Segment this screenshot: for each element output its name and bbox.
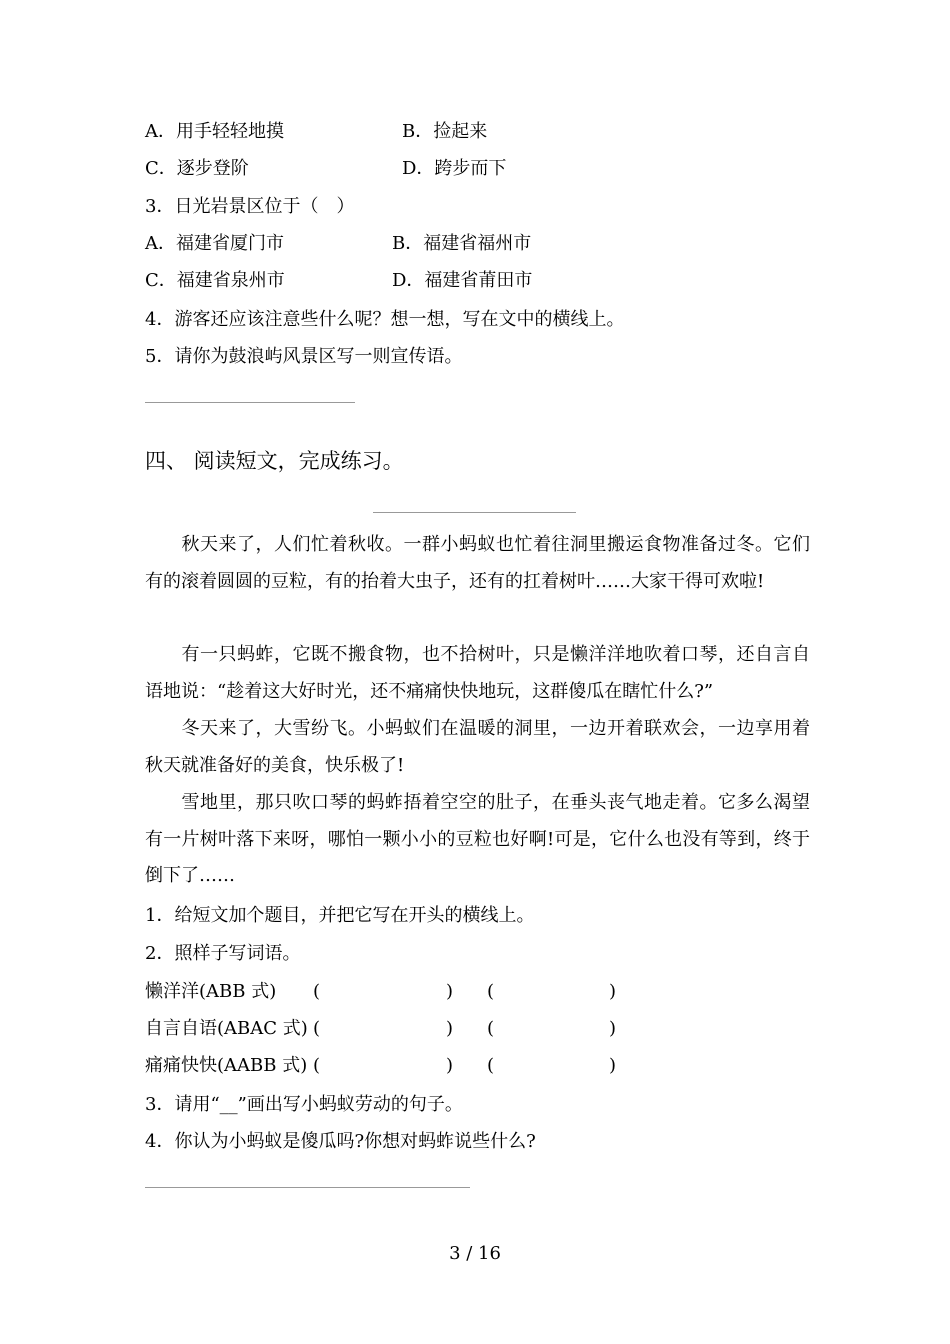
q3-option-c: C．福建省泉州市	[145, 270, 285, 291]
story-paragraph-3-text: 冬天来了，大雪纷飞。小蚂蚁们在温暖的洞里，一边开着联欢会，一边享用着秋天就准备好的美食，快乐极了!	[145, 718, 810, 776]
story-paragraph-3	[145, 711, 810, 784]
blank-open: (	[487, 1055, 495, 1076]
q5-question: 5．请你为鼓浪屿风景区写一则宣传语。	[145, 346, 463, 367]
q4-question: 4．游客还应该注意些什么呢？想一想，写在文中的横线上。	[145, 309, 625, 330]
q2-option-b: B．捡起来	[402, 121, 488, 142]
page-number: 3 / 16	[449, 1243, 501, 1264]
story-paragraph-4	[145, 785, 810, 895]
blank-close: )	[609, 981, 617, 1002]
word-row-label: 懒洋洋(ABB 式)	[145, 981, 277, 1002]
section-4-q4: 4．你认为小蚂蚁是傻瓜吗?你想对蚂蚱说些什么?	[145, 1131, 536, 1152]
answer-line-q5	[145, 402, 355, 403]
blank-close: )	[446, 981, 454, 1002]
story-paragraph-2-text: 有一只蚂蚱，它既不搬食物，也不拾树叶，只是懒洋洋地吹着口琴，还自言自语地说：“趁着这大好时光，还不痛痛快快地玩，这群傻瓜在瞎忙什么?”	[145, 644, 810, 702]
story-paragraph-1-text: 秋天来了，人们忙着秋收。一群小蚂蚁也忙着往洞里搬运食物准备过冬。它们有的滚着圆圆的豆粒，有的抬着大虫子，还有的扛着树叶……大家干得可欢啦!	[145, 534, 810, 592]
story-paragraph-2	[145, 637, 810, 710]
blank-open: (	[313, 1018, 321, 1039]
q3-question: 3．日光岩景区位于（ ）	[145, 196, 355, 217]
q2-option-c: C．逐步登阶	[145, 158, 249, 179]
blank-open: (	[313, 981, 321, 1002]
blank-close: )	[609, 1055, 617, 1076]
story-paragraph-4-text: 雪地里，那只吹口琴的蚂蚱捂着空空的肚子，在垂头丧气地走着。它多么渴望有一片树叶落下来呀，哪怕一颗小小的豆粒也好啊!可是，它什么也没有等到，终于倒下了……	[145, 792, 810, 886]
story-paragraph-1	[145, 527, 810, 600]
blank-open: (	[487, 981, 495, 1002]
blank-open: (	[313, 1055, 321, 1076]
blank-open: (	[487, 1018, 495, 1039]
q3-option-d: D．福建省莆田市	[392, 270, 533, 291]
blank-close: )	[446, 1055, 454, 1076]
blank-close: )	[446, 1018, 454, 1039]
title-blank-line	[373, 512, 576, 513]
answer-line-q4	[145, 1187, 470, 1188]
blank-close: )	[609, 1018, 617, 1039]
section-4-q2: 2．照样子写词语。	[145, 943, 301, 964]
q2-option-d: D．跨步而下	[402, 158, 507, 179]
section-4-q3: 3．请用“__”画出写小蚂蚁劳动的句子。	[145, 1094, 463, 1115]
q2-option-a: A．用手轻轻地摸	[145, 121, 284, 142]
q3-option-b: B．福建省福州市	[392, 233, 532, 254]
section-4-q1: 1．给短文加个题目，并把它写在开头的横线上。	[145, 905, 535, 926]
word-row-label: 痛痛快快(AABB 式)	[145, 1055, 308, 1076]
word-row-label: 自言自语(ABAC 式)	[145, 1018, 308, 1039]
q3-option-a: A．福建省厦门市	[145, 233, 284, 254]
section-4-heading: 四、 阅读短文，完成练习。	[145, 449, 404, 473]
